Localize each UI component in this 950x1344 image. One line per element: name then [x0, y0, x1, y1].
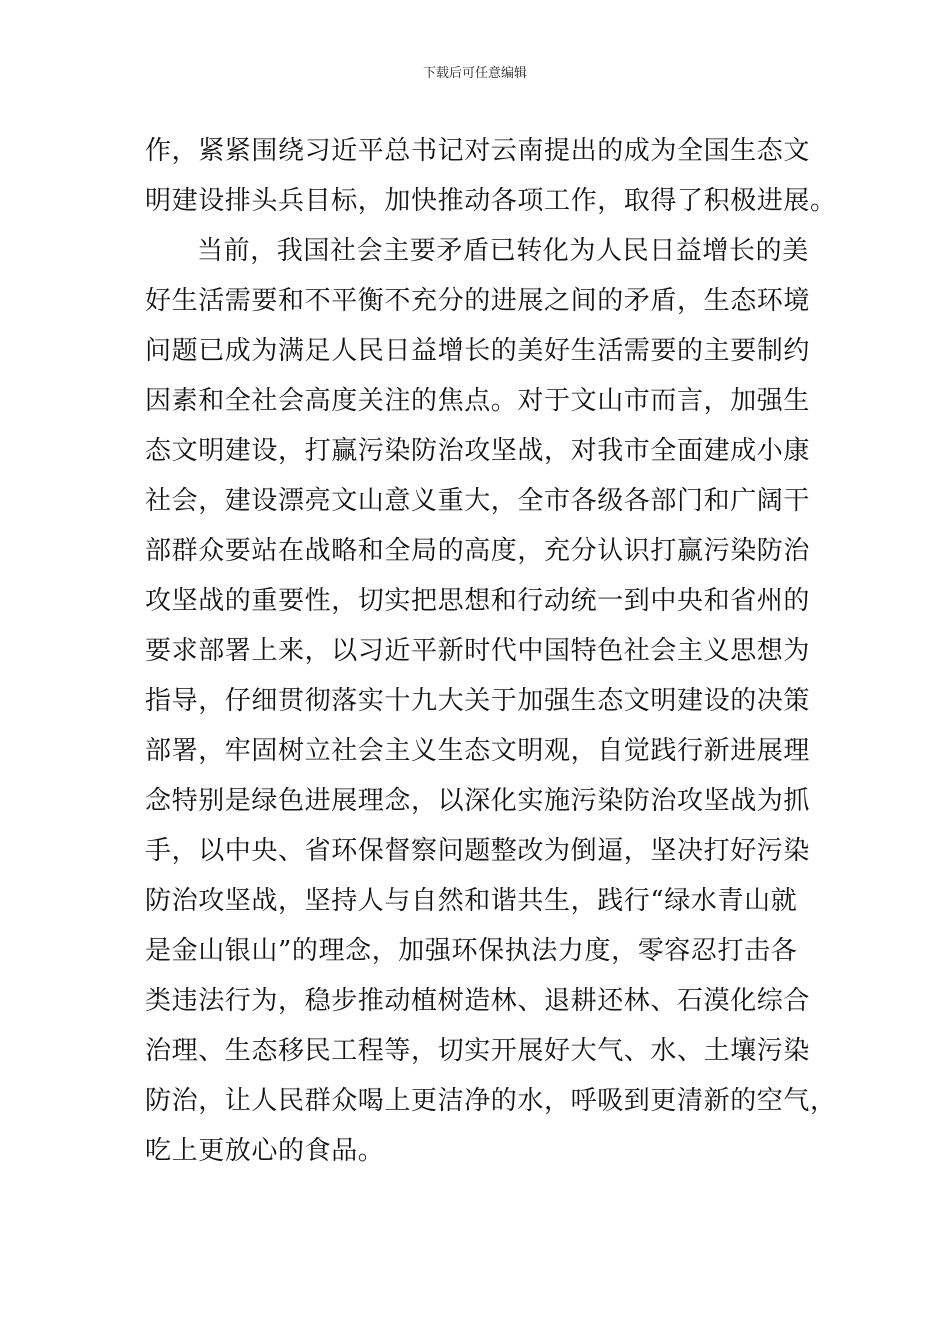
text-line: 攻坚战的重要性，切实把思想和行动统一到中央和省州的 — [145, 586, 811, 616]
text-line: 是金山银山”的理念，加强环保执法力度，零容忍打击各 — [145, 936, 798, 966]
text-line: 防治攻坚战，坚持人与自然和谐共生，践行“绿水青山就 — [145, 886, 798, 916]
text-line: 类违法行为，稳步推动植树造林、退耕还林、石漠化综合 — [145, 986, 811, 1016]
text-line: 社会，建设漂亮文山意义重大，全市各级各部门和广阔干 — [145, 486, 811, 516]
text-line: 明建设排头兵目标，加快推动各项工作，取得了积极进展。 — [145, 186, 837, 216]
document-body — [145, 126, 837, 1176]
text-line: 因素和全社会高度关注的焦点。对于文山市而言，加强生 — [145, 386, 811, 416]
text-line-indented: 当前，我国社会主要矛盾已转化为人民日益增长的美 — [197, 236, 809, 266]
text-line: 念特别是绿色进展理念，以深化实施污染防治攻坚战为抓 — [145, 786, 811, 816]
text-line: 吃上更放心的食品。 — [145, 1136, 385, 1166]
text-line: 部群众要站在战略和全局的高度，充分认识打赢污染防治 — [145, 536, 811, 566]
paragraph-1 — [145, 126, 837, 226]
text-line: 指导，仔细贯彻落实十九大关于加强生态文明建设的决策 — [145, 686, 811, 716]
text-line: 作，紧紧围绕习近平总书记对云南提出的成为全国生态文 — [145, 136, 811, 166]
page-header: 下载后可任意编辑 — [422, 66, 527, 81]
text-line: 手，以中央、省环保督察问题整改为倒逼，坚决打好污染 — [145, 836, 811, 866]
paragraph-2 — [145, 226, 837, 1176]
text-line: 防治，让人民群众喝上更洁净的水，呼吸到更清新的空气， — [145, 1086, 837, 1116]
text-line: 要求部署上来，以习近平新时代中国特色社会主义思想为 — [145, 636, 811, 666]
text-line: 部署，牢固树立社会主义生态文明观，自觉践行新进展理 — [145, 736, 811, 766]
text-line: 治理、生态移民工程等，切实开展好大气、水、土壤污染 — [145, 1036, 811, 1066]
text-line: 问题已成为满足人民日益增长的美好生活需要的主要制约 — [145, 336, 811, 366]
text-line: 好生活需要和不平衡不充分的进展之间的矛盾，生态环境 — [145, 286, 811, 316]
text-line: 态文明建设，打赢污染防治攻坚战，对我市全面建成小康 — [145, 436, 811, 466]
